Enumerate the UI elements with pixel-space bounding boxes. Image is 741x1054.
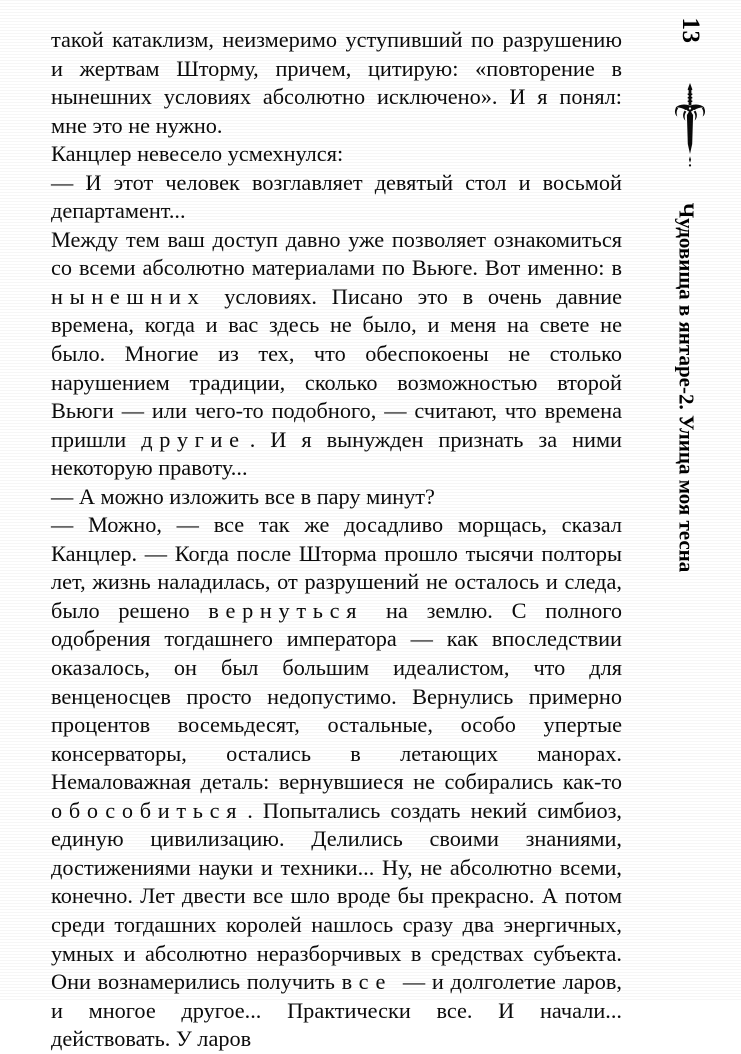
- text-run: . И я вынужден признать за ними некоторую правоту...: [51, 426, 622, 481]
- text-run: — А можно изложить все в пару минут?: [51, 483, 435, 509]
- text-run: на землю. С полного одобрения тогдашнего императора — как впоследствии оказалось, он был большим идеалистом, что для венценосцев просто недопустимо. Вернулись примерно процентов восемьдесят, остальные, особо упертые консерваторы, остались в летающих манорах. Немаловажная деталь: вернувшиеся не собирались как-то: [51, 597, 622, 795]
- letterspaced-emphasis: вернуться: [208, 597, 364, 623]
- text-run: такой катаклизм, неизмеримо уступивший по разрушению и жертвам Шторму, причем, цитирую: «повторение в нынешних условиях абсолютно исключено». И я понял: мне это не нужно.: [51, 27, 622, 138]
- text-run: условиях. Писано это в очень давние времена, когда и вас здесь не было, и меня на свете не было. Многие из тех, что обеспокоены не столько нарушением традиции, сколько возможностью второй Вьюги — или чего-то подобного, — считают, что времена пришли: [51, 283, 622, 452]
- margin-rail: [640, 0, 741, 1000]
- text-run: Между тем ваш доступ давно уже позволяет ознакомиться со всеми абсолютно материалами по Вьюге. Вот именно: в: [51, 226, 622, 281]
- running-head: Чудовища в янтаре-2. Улица моя тесна: [674, 202, 699, 573]
- page-body-text: [51, 26, 622, 1054]
- letterspaced-emphasis: обособиться: [51, 797, 244, 823]
- letterspaced-emphasis: все: [341, 969, 393, 995]
- letterspaced-emphasis: другие: [141, 426, 246, 452]
- dagger-ornament-icon: [670, 82, 710, 168]
- letterspaced-emphasis: нынешних: [51, 283, 206, 309]
- body-paragraph: [51, 226, 622, 483]
- body-paragraph: [51, 511, 622, 1053]
- text-run: — и долголетие ларов, и многое другое... Практически все. И начали... действовать. У ларов: [51, 969, 622, 1052]
- page-number: 13: [677, 17, 704, 44]
- text-run: . Попытались создать некий симбиоз, единую цивилизацию. Делились своими знаниями, достижениями науки и техники... Ну, не абсолютно всеми, конечно. Лет двести все шло вроде бы прекрасно. А потом среди тогдашних королей нашлось сразу два энергичных, умных и абсолютно неразборчивых в средствах субъекта. Они вознамерились получить: [51, 797, 622, 995]
- text-run: — Можно, — все так же досадливо морщась, сказал Канцлер. — Когда после Шторма прошло тысячи полторы лет, жизнь наладилась, от разрушений не осталось и следа, было решено: [51, 512, 622, 623]
- text-run: Канцлер невесело усмехнулся:: [51, 141, 344, 167]
- body-paragraph: [51, 140, 622, 169]
- body-paragraph: [51, 26, 622, 140]
- body-paragraph: [51, 169, 622, 226]
- body-paragraph: [51, 483, 622, 512]
- text-run: — И этот человек возглавляет девятый стол и восьмой департамент...: [51, 169, 622, 224]
